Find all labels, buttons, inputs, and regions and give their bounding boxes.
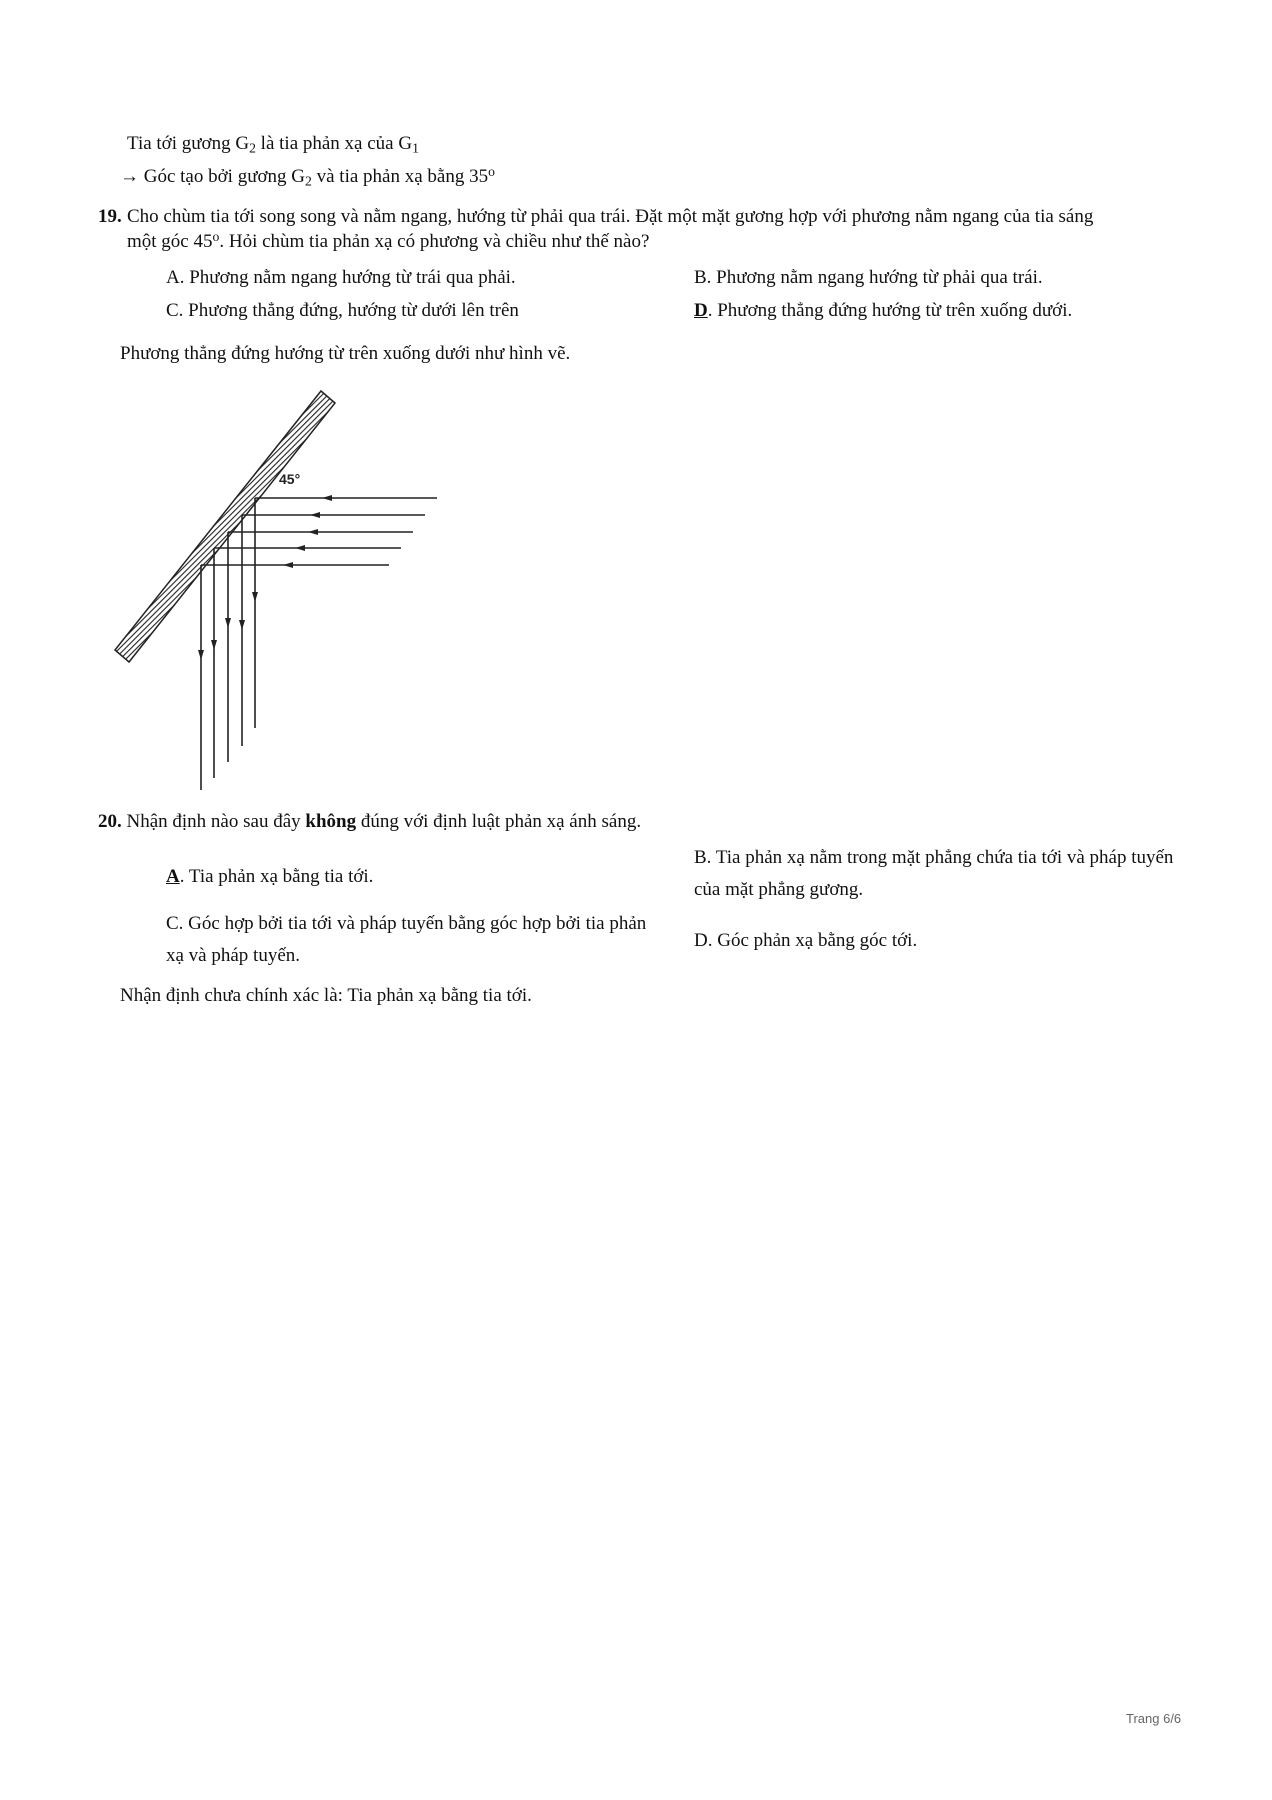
prev-answer-line-2: → Góc tạo bởi gương $G_2$ và tia phản xạ bằng 35$^o$: [120, 163, 495, 189]
q19-option-c: C. Phương thẳng đứng, hướng từ dưới lên trên: [166, 300, 519, 321]
q19-stem-line-1: Cho chùm tia tới song song và nằm ngang, hướng từ phải qua trái. Đặt một mặt gương hợp với phương nằm ngang của tia sáng: [127, 206, 1094, 227]
mirror: [115, 391, 335, 662]
prev-answer-line-1: Tia tới gương $G_2$ là tia phản xạ của $G_1$: [127, 133, 419, 156]
q20-option-c: C. Góc hợp bởi tia tới và pháp tuyến bằng góc hợp bởi tia phản xạ và pháp tuyến.: [166, 913, 647, 966]
q19-explanation: Phương thẳng đứng hướng từ trên xuống dưới như hình vẽ.: [120, 343, 571, 364]
arrow-icon: [308, 529, 318, 535]
arrow-icon: [322, 495, 332, 501]
arrow-icon: [239, 620, 245, 630]
arrow-icon: [283, 562, 293, 568]
arrow-icon: [310, 512, 320, 518]
q20-option-a: A. Tia phản xạ bằng tia tới.: [166, 866, 374, 887]
q20-option-d: D. Góc phản xạ bằng góc tới.: [694, 930, 918, 951]
q19-stem-line-2: một góc 45$^o$. Hỏi chùm tia phản xạ có phương và chiều như thế nào?: [127, 228, 650, 252]
q20-explanation: Nhận định chưa chính xác là: Tia phản xạ bằng tia tới.: [120, 985, 532, 1006]
arrow-icon: [252, 592, 258, 602]
page-number: Trang 6/6: [1126, 1711, 1182, 1726]
angle-label: 45°: [279, 471, 301, 487]
q19-number: 19.: [98, 206, 122, 227]
q20-correct-letter: A: [166, 866, 180, 887]
q19-mirror-diagram: [110, 380, 520, 800]
q20-option-b: B. Tia phản xạ nằm trong mặt phẳng chứa tia tới và pháp tuyến của mặt phẳng gương.: [694, 847, 1174, 900]
q19-option-b: B. Phương nằm ngang hướng từ phải qua trái.: [694, 267, 1043, 288]
q19-option-a: A. Phương nằm ngang hướng từ trái qua phải.: [166, 267, 516, 288]
arrow-icon: [225, 618, 231, 628]
arrow-icon: [211, 640, 217, 650]
arrow-icon: [295, 545, 305, 551]
arrow-icon: [198, 650, 204, 660]
q19-correct-letter: D: [694, 300, 708, 321]
q20-stem: 20. Nhận định nào sau đây không đúng với định luật phản xạ ánh sáng.: [98, 811, 642, 832]
q19-option-d: D. Phương thẳng đứng hướng từ trên xuống dưới.: [694, 300, 1073, 321]
